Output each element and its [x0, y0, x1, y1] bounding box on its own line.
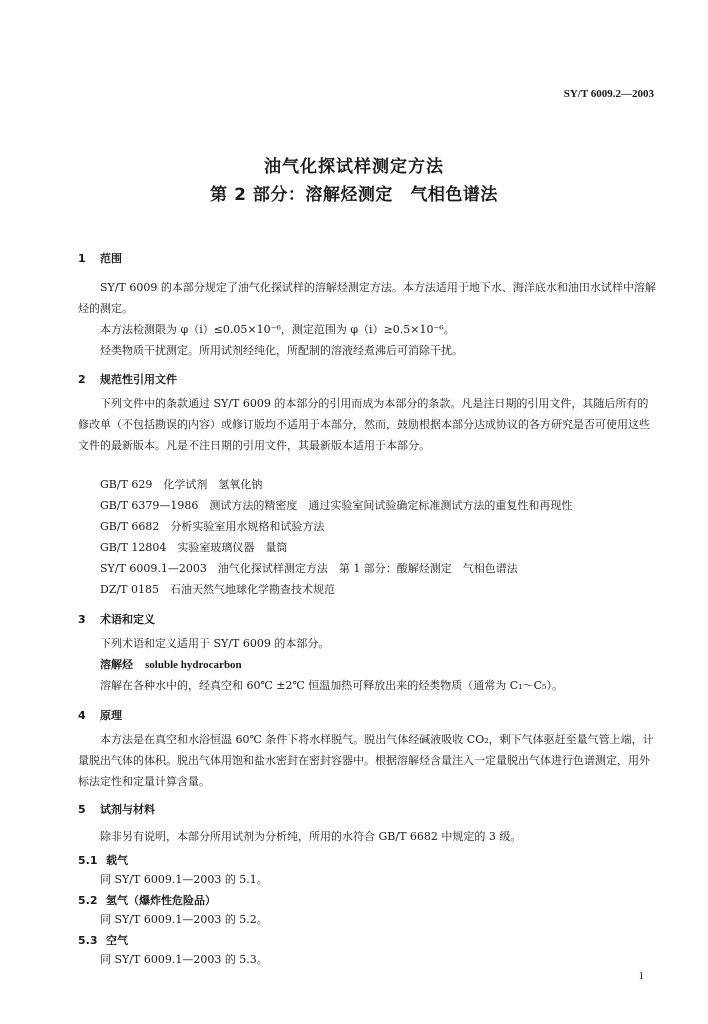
term-english: soluble hydrocarbon: [145, 659, 242, 671]
subsection-5-3-text: 同 SY/T 6009.1—2003 的 5.3。: [100, 953, 268, 966]
section-4-heading: [78, 707, 122, 723]
section-2-paragraph-1: 下列文件中的条款通过 SY/T 6009 的本部分的引用而成为本部分的条款。凡是注日期的引用文件，其随后所有的修改单（不包括勘误的内容）或修订版均不适用于本部分，然而，鼓励根据本部分达成协议的各方研究是否可使用这些文件的最新版本。凡是不注日期的引用文件，其最新版本适用于本部分。: [78, 397, 650, 452]
standard-code: SY/T 6009.2—2003: [563, 88, 654, 100]
term-definition: 溶解在各种水中的，经真空和 60℃ ±2℃ 恒温加热可释放出来的烃类物质（通常为 C₁～C₅）。: [100, 679, 563, 692]
section-number: 5: [78, 803, 86, 816]
page-number: 1: [638, 970, 644, 982]
reference-item: GB/T 629 化学试剂 氢氧化钠: [100, 478, 263, 491]
section-2-heading: [78, 371, 177, 387]
section-title: 范围: [100, 252, 122, 265]
subsection-number: 5.1: [78, 854, 98, 867]
section-title: 规范性引用文件: [100, 373, 177, 386]
section-number: 1: [78, 252, 86, 265]
section-title: 术语和定义: [100, 613, 155, 626]
term-entry: [100, 656, 242, 672]
reference-item: DZ/T 0185 石油天然气地球化学勘查技术规范: [100, 583, 335, 596]
section-1-paragraph-3: 烃类物质干扰测定。所用试剂经纯化，所配制的溶液经煮沸后可消除干扰。: [100, 344, 463, 357]
subsection-title: 载气: [106, 854, 128, 867]
document-subtitle: 第 2 部分：溶解烃测定 气相色谱法: [210, 185, 498, 205]
subsection-title: 氢气（爆炸性危险品）: [106, 894, 216, 907]
document-title: 油气化探试样测定方法: [264, 157, 444, 177]
section-1-paragraph-2: 本方法检测限为 φ（i）≤0.05×10⁻⁶，测定范围为 φ（i）≥0.5×10⁻⁶。: [100, 323, 455, 336]
term-chinese: 溶解烃: [100, 658, 133, 671]
subsection-number: 5.3: [78, 934, 98, 947]
subsection-title: 空气: [106, 934, 128, 947]
reference-item: SY/T 6009.1—2003 油气化探试样测定方法 第 1 部分：酸解烃测定 气相色谱法: [100, 562, 518, 575]
section-3-heading: [78, 611, 155, 627]
section-title: 原理: [100, 709, 122, 722]
section-1-heading: [78, 250, 122, 266]
reference-item: GB/T 12804 实验室玻璃仪器 量筒: [100, 541, 288, 554]
section-3-paragraph-1: 下列术语和定义适用于 SY/T 6009 的本部分。: [100, 637, 330, 650]
section-title: 试剂与材料: [100, 803, 155, 816]
section-number: 4: [78, 709, 86, 722]
subsection-5-1-heading: [78, 852, 128, 868]
section-5-paragraph-1: 除非另有说明，本部分所用试剂为分析纯，所用的水符合 GB/T 6682 中规定的 3 级。: [100, 830, 522, 843]
reference-item: GB/T 6379—1986 测试方法的精密度 通过实验室间试验确定标准测试方法的重复性和再现性: [100, 499, 573, 512]
section-number: 3: [78, 613, 86, 626]
subsection-number: 5.2: [78, 894, 98, 907]
reference-item: GB/T 6682 分析实验室用水规格和试验方法: [100, 520, 325, 533]
section-1-paragraph-1: SY/T 6009 的本部分规定了油气化探试样的溶解烃测定方法。本方法适用于地下水、海洋底水和油田水试样中溶解烃的测定。: [78, 281, 656, 315]
subsection-5-2-heading: [78, 892, 216, 908]
subsection-5-2-text: 同 SY/T 6009.1—2003 的 5.2。: [100, 913, 268, 926]
subsection-5-1-text: 同 SY/T 6009.1—2003 的 5.1。: [100, 873, 268, 886]
subsection-5-3-heading: [78, 932, 128, 948]
section-5-heading: [78, 801, 155, 817]
section-number: 2: [78, 373, 86, 386]
section-4-paragraph-1: 本方法是在真空和水浴恒温 60℃ 条件下将水样脱气。脱出气体经碱液吸收 CO₂，剩下气体驱赶至量气管上端，计量脱出气体的体积。脱出气体用饱和盐水密封在密封容器中。根据溶解烃含量注入一定量脱出气体进行色谱测定，用外标法定性和定量计算含量。: [78, 733, 654, 788]
